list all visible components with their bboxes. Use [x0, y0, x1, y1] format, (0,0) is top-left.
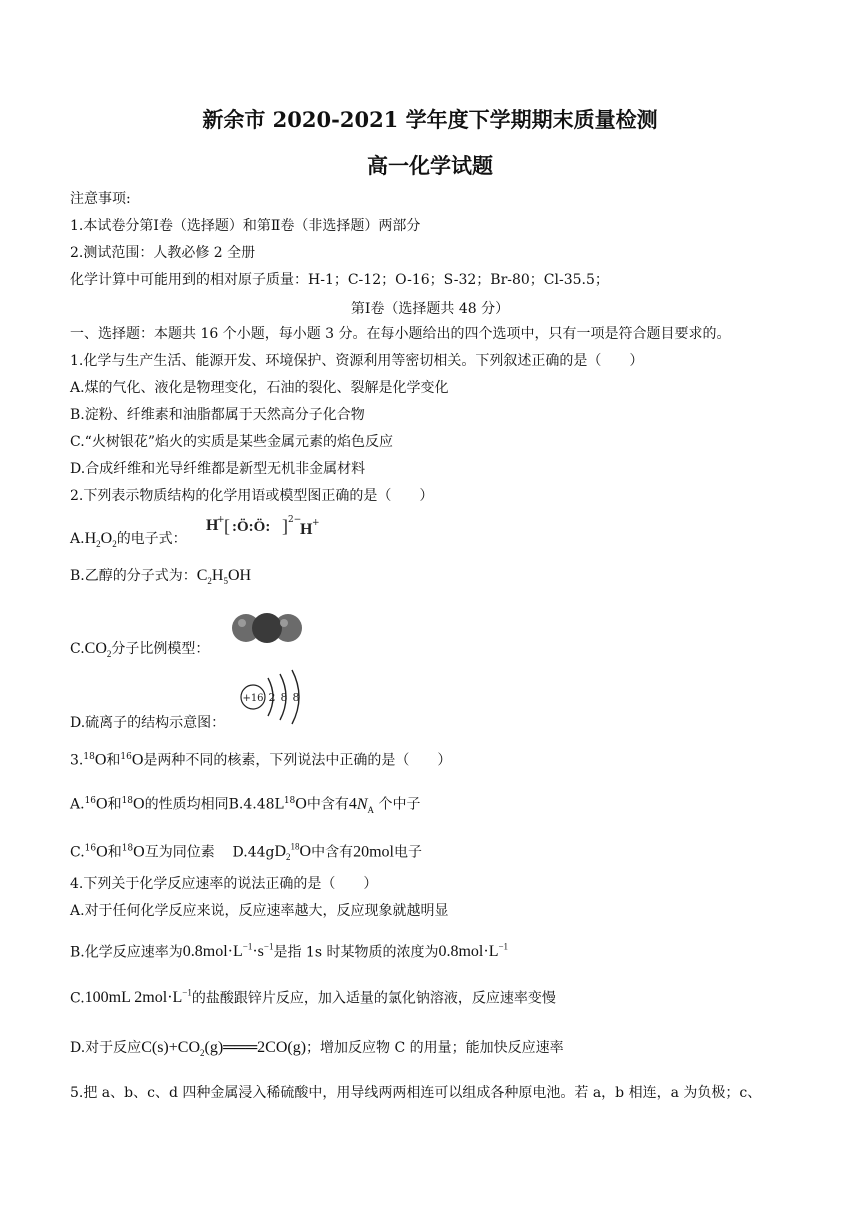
q4-option-d: D.对于反应$C(s)+CO_2(g)═══2CO(g)$；增加反应物 C 的用量；能加快反应速率	[70, 1039, 564, 1059]
q2-option-c: $C.CO_2$分子比例模型：	[70, 640, 210, 660]
svg-text::Ö:Ö:: :Ö:Ö:	[232, 519, 271, 535]
q3-option-ab: A.$^{16}$O和$^{18}$O的性质均相同$B.4.48L^{18}O$中含有$4N_A$ 个中子	[70, 795, 421, 815]
q4-option-b: B.化学反应速率为$0.8mol\cdot L^{-1}\cdot s^{-1}$是指 1s 时某物质的浓度为$0.8mol\cdot L^{-1}$	[70, 942, 509, 961]
section-intro: 一、选择题：本题共 16 个小题，每小题 3 分。在每小题给出的四个选项中，只有一项是符合题目要求的。	[70, 326, 731, 342]
page-title: 新余市 2020-2021 学年度下学期期末质量检测	[202, 107, 658, 132]
q1-option-d: D.合成纤维和光导纤维都是新型无机非金属材料	[70, 461, 366, 477]
q1-option-c: C.“火树银花”焰火的实质是某些金属元素的焰色反应	[70, 434, 393, 450]
note-2: 2.测试范围：人教必修 2 全册	[70, 245, 256, 261]
q4-option-c: C.100mL $2mol\cdot L^{-1}$的盐酸跟锌片反应，加入适量的氯化钠溶液，反应速率变慢	[70, 988, 556, 1007]
sulfide-ion-structure-diagram	[238, 668, 310, 726]
h2o2-electron-formula-image	[204, 512, 324, 540]
svg-text:+: +	[312, 518, 320, 528]
svg-text:H: H	[206, 517, 219, 534]
q3-stem: 3.18O和$^{16}$O是两种不同的核素，下列说法中正确的是（ ）	[70, 751, 452, 769]
note-1: 1.本试卷分第Ⅰ卷（选择题）和第Ⅱ卷（非选择题）两部分	[70, 218, 421, 234]
q2-stem: 2.下列表示物质结构的化学用语或模型图正确的是（ ）	[70, 488, 434, 504]
atomic-masses: 化学计算中可能用到的相对原子质量：H-1；C-12；O-16；S-32；Br-80；Cl-35.5；	[70, 272, 609, 288]
q2-option-d: D.硫离子的结构示意图：	[70, 715, 226, 731]
svg-text:[: [	[224, 516, 230, 536]
svg-text:]: ]	[282, 516, 288, 536]
q4-stem: 4.下列关于化学反应速率的说法正确的是（ ）	[70, 876, 378, 892]
q1-stem: 1.化学与生产生活、能源开发、环境保护、资源利用等密切相关。下列叙述正确的是（ ）	[70, 353, 644, 369]
q2-option-a: $A.H_2O_2$的电子式：	[70, 530, 187, 550]
nucleus-charge-label: +16	[242, 693, 264, 704]
section-title: 第Ⅰ卷（选择题共 48 分）	[350, 301, 510, 317]
q2-option-b: B.乙醇的分子式为：$C_2H_5OH$	[70, 567, 252, 587]
svg-text:+: +	[217, 515, 225, 525]
svg-text:2−: 2−	[288, 515, 302, 525]
shell-3-label: 8	[292, 691, 300, 704]
svg-text:H: H	[300, 521, 313, 538]
q1-option-a: A.煤的气化、液化是物理变化，石油的裂化、裂解是化学变化	[70, 380, 449, 396]
q5-stem: 5.把 a、b、c、d 四种金属浸入稀硫酸中，用导线两两相连可以组成各种原电池。若 a，b 相连，a 为负极；c、	[70, 1085, 762, 1101]
co2-space-filling-model-image	[226, 611, 310, 645]
q3-option-cd: C.$^{16}$O和$^{18}$O互为同位素 $D.44gD_2^{18}O$中含有20mol电子	[70, 842, 422, 863]
q4-option-a: A.对于任何化学反应来说，反应速率越大，反应现象就越明显	[70, 903, 449, 919]
page-subtitle: 高一化学试题	[367, 153, 493, 178]
notes-heading: 注意事项:	[70, 191, 131, 207]
shell-2-label: 8	[280, 691, 288, 704]
shell-1-label: 2	[268, 691, 276, 704]
q1-option-b: B.淀粉、纤维素和油脂都属于天然高分子化合物	[70, 407, 365, 423]
